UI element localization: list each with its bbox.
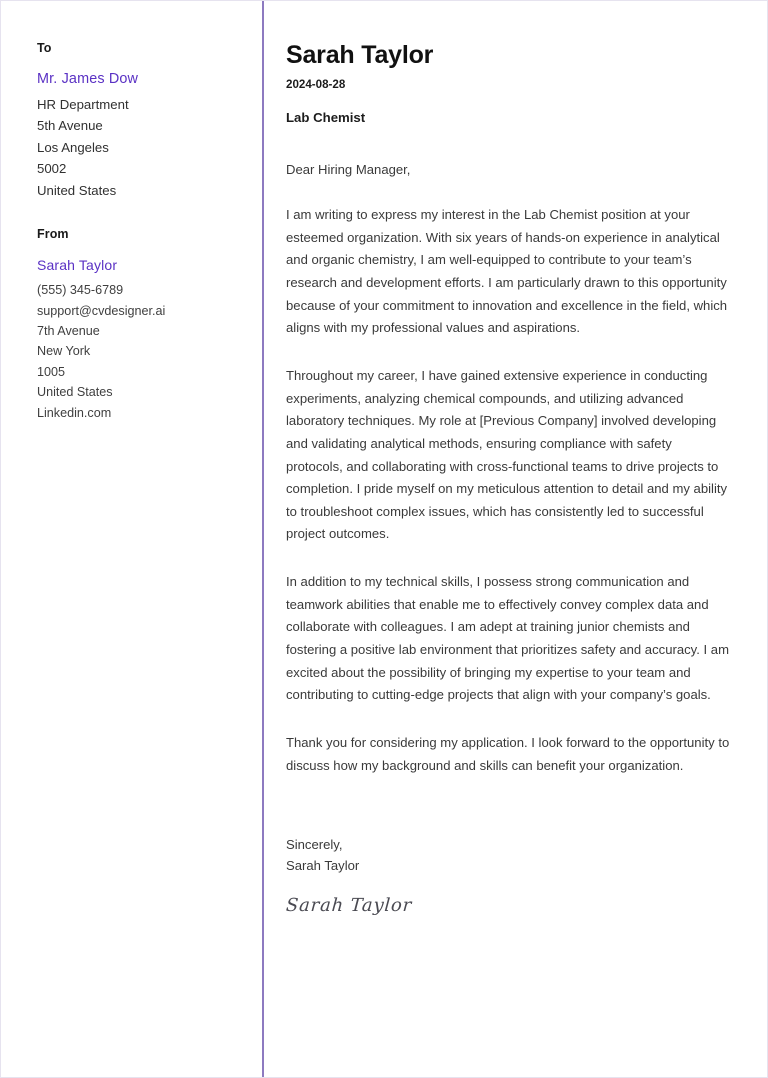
sender-block [37, 227, 242, 423]
sender-line: 7th Avenue [37, 323, 100, 338]
sender-phone: (555) 345-6789 [37, 283, 124, 298]
sender-line: New York [37, 344, 91, 359]
recipient-line: HR Department [37, 96, 129, 112]
sender-name: Sarah Taylor [37, 257, 118, 274]
letter-date: 2024-08-28 [286, 77, 346, 91]
closing-name: Sarah Taylor [286, 858, 360, 874]
to-heading: To [37, 41, 52, 55]
sender-website: Linkedin.com [37, 405, 112, 420]
body-paragraph: Throughout my career, I have gained extensive experience in conducting experiments, analyzing chemical compounds, and utilizing advanced laboratory techniques. My role at [Previous Company] involved developing and validating analytical methods, ensuring compliance with safety protocols, and collaborating with cross-functional teams to drive projects to completion. I pride myself on my meticulous attention to detail and my ability to troubleshoot complex issues, which has consistently led to successful project outcomes. [286, 367, 728, 542]
body-paragraph: Thank you for considering my application. I look forward to the opportunity to discuss how my background and skills can benefit your organization. [286, 734, 730, 773]
closing-spacer [286, 802, 739, 835]
from-heading: From [37, 227, 69, 242]
recipient-name: Mr. James Dow [37, 71, 139, 87]
vertical-divider [262, 1, 264, 1077]
recipient-line: United States [37, 182, 117, 198]
signature: Sarah Taylor [285, 895, 413, 917]
body-paragraph: In addition to my technical skills, I possess strong communication and teamwork abilities that enable me to effectively convey complex data and collaborate with colleagues. I am adept at training junior chemists and fostering a positive lab environment that prioritizes safety and accuracy. I am excited about the possibility of bringing my expertise to your team and contributing to cutting-edge projects that align with your company’s goals. [286, 574, 729, 703]
letter-author-name: Sarah Taylor [286, 41, 434, 69]
sidebar [1, 1, 262, 1077]
recipient-block [37, 41, 242, 201]
sender-line: 1005 [37, 364, 66, 379]
body-paragraph: I am writing to express my interest in the Lab Chemist position at your esteemed organization. With six years of hands-on experience in analytical and organic chemistry, I am well-equipped to contribute to your team’s research and development efforts. I am particularly drawn to this opportunity because of your commitment to innovation and excellence in the field, which aligns with my professional values and aspirations. [286, 207, 728, 336]
recipient-line: Los Angeles [37, 139, 109, 155]
closing-salutation: Sincerely, [286, 837, 343, 853]
salutation: Dear Hiring Manager, [286, 161, 411, 177]
letter-body [286, 1, 767, 917]
sender-line: United States [37, 385, 113, 400]
recipient-line: 5002 [37, 161, 67, 177]
sidebar-spacer [37, 201, 242, 227]
letter-job-title: Lab Chemist [286, 109, 366, 125]
sender-email: support@cvdesigner.ai [37, 303, 166, 318]
recipient-line: 5th Avenue [37, 118, 103, 134]
